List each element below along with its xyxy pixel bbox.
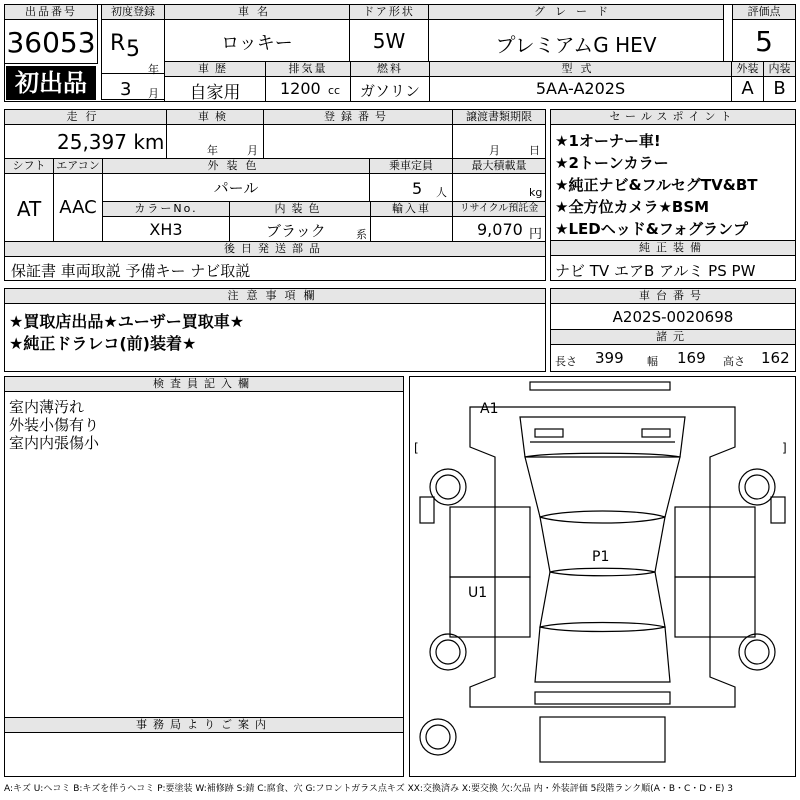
first-time-badge-text: 初出品 — [15, 69, 87, 97]
car-outline-diagram — [410, 377, 795, 776]
door: 5W — [372, 29, 406, 53]
exterior-label: 外装 — [732, 62, 763, 77]
transfer-label: 譲渡書類期限 — [453, 110, 545, 125]
color-no-cell — [102, 201, 230, 242]
inspection-year-unit: 年 — [207, 144, 218, 157]
first-time-badge — [6, 66, 96, 100]
sales-point: ★LEDヘッド&フォグランプ — [555, 220, 749, 238]
legend: A:キズ U:ヘコミ B:キズを伴うヘコミ P:要塗装 W:補修跡 S:錆 C:腐食、穴 G:フロントガラス点キズ XX:交換済み X:要交換 欠:欠品 内・外装評価 5段階ランク順(A・B・C・D・E) 3 — [4, 784, 734, 794]
lot-number-cell — [4, 4, 98, 64]
bracket-right: ] — [782, 441, 787, 455]
sales-point: ★2トーンカラー — [555, 154, 669, 172]
width-label: 幅 — [647, 355, 658, 368]
inspector-cell — [4, 376, 404, 718]
aircon-cell — [53, 158, 103, 242]
length: 399 — [595, 349, 624, 367]
aircon-label: エアコン — [54, 159, 102, 174]
shift-label: シフト — [5, 159, 53, 174]
inspection-month-unit: 月 — [247, 144, 258, 157]
sales-point: ★1オーナー車! — [555, 132, 661, 150]
sales-point: ★純正ナビ&フルセグTV&BT — [555, 176, 758, 194]
model-label: 型式 — [430, 62, 731, 77]
import-cell — [370, 201, 453, 242]
history-cell — [164, 61, 266, 102]
exterior-grade-cell — [731, 61, 764, 102]
mileage-cell — [4, 109, 167, 159]
month-unit: 月 — [148, 87, 159, 100]
month-num: 3 — [120, 79, 132, 100]
office-label: 事務局よりご案内 — [5, 718, 403, 733]
int-color-unit: 系 — [356, 228, 367, 241]
width: 169 — [677, 349, 706, 367]
import-label: 輸入車 — [371, 202, 452, 217]
interior-grade: B — [773, 78, 786, 99]
grade: プレミアムG HEV — [495, 33, 657, 57]
displacement: 1200 — [280, 79, 321, 98]
mileage: 25,397 km — [57, 130, 165, 154]
damage-mark-u1: U1 — [468, 585, 488, 601]
displacement-cell — [265, 61, 351, 102]
lot-number-label: 出品番号 — [5, 5, 97, 20]
chassis-number: A202S-0020698 — [612, 308, 734, 326]
ext-color-label: 外装色 — [103, 159, 369, 174]
year-unit: 年 — [148, 63, 159, 76]
recycle: 9,070 — [477, 220, 523, 239]
model-cell — [429, 61, 732, 102]
sales-points-label: セールスポイント — [551, 110, 795, 125]
notes-cell — [4, 288, 546, 372]
color-no-label: カラーNo. — [103, 202, 229, 217]
car-name-cell — [164, 4, 350, 62]
history-label: 車歴 — [165, 62, 265, 77]
office-cell — [4, 717, 404, 777]
capacity-label: 乗車定員 — [370, 159, 452, 174]
ext-color-cell — [102, 158, 370, 202]
equipment-label: 純正装備 — [551, 241, 795, 256]
height-label: 高さ — [723, 355, 745, 368]
notes-label: 注意事項欄 — [5, 289, 545, 304]
inspector-line: 室内内張傷小 — [9, 434, 100, 452]
max-load-unit: kg — [529, 186, 543, 199]
damage-mark-a1: A1 — [480, 401, 499, 417]
car-name-label: 車名 — [165, 5, 349, 20]
first-reg-label: 初度登録 — [102, 5, 164, 20]
equipment-items: ナビ TV エアB アルミ PS PW — [555, 262, 756, 280]
damage-mark-p1: P1 — [592, 549, 610, 565]
fuel-cell — [350, 61, 430, 102]
history: 自家用 — [189, 83, 241, 103]
max-load-cell — [452, 158, 546, 202]
interior-label: 内装 — [764, 62, 795, 77]
inspector-line: 室内薄汚れ — [9, 398, 85, 416]
sales-point: ★全方位カメラ★BSM — [555, 198, 710, 216]
inspection-label: 車検 — [167, 110, 263, 125]
interior-grade-cell — [763, 61, 796, 102]
inspector-label: 検査員記入欄 — [5, 377, 403, 392]
chassis-label: 車台番号 — [551, 289, 795, 304]
notes-line: ★純正ドラレコ(前)装着★ — [9, 334, 197, 353]
score-cell — [732, 4, 796, 62]
notes-line: ★買取店出品★ユーザー買取車★ — [9, 312, 245, 331]
reg-no-cell — [263, 109, 453, 159]
fuel-label: 燃料 — [351, 62, 429, 77]
int-color-label: 内装色 — [230, 202, 370, 217]
car-name: ロッキー — [221, 33, 293, 54]
aircon: AAC — [59, 197, 97, 218]
inspector-line: 外装小傷有り — [9, 416, 100, 434]
length-label: 長さ — [555, 355, 577, 368]
model: 5AA-A202S — [535, 79, 626, 98]
grade-label: グレード — [429, 5, 723, 20]
transfer-month-unit: 月 — [489, 144, 500, 157]
capacity: 5 — [412, 179, 423, 198]
door-label: ドア形状 — [350, 5, 428, 20]
fuel: ガソリン — [359, 82, 420, 100]
transfer-day-unit: 日 — [529, 144, 540, 157]
bracket-left: [ — [414, 441, 419, 455]
int-color-cell — [229, 201, 371, 242]
lot-number: 36053 — [6, 26, 96, 59]
transfer-cell — [452, 109, 546, 159]
door-cell — [349, 4, 429, 62]
score: 5 — [755, 25, 773, 58]
capacity-unit: 人 — [436, 186, 447, 199]
recycle-unit: 円 — [529, 227, 543, 242]
shift: AT — [16, 197, 42, 221]
int-color: ブラック — [266, 222, 326, 240]
recycle-cell — [452, 201, 546, 242]
ext-color: パール — [213, 179, 259, 197]
shift-cell — [4, 158, 54, 242]
dims-label: 諸元 — [551, 330, 795, 345]
displacement-label: 排気量 — [266, 62, 350, 77]
equipment-cell — [550, 240, 796, 281]
height: 162 — [761, 349, 790, 367]
inspection-cell — [166, 109, 264, 159]
color-no: XH3 — [149, 220, 183, 239]
displacement-unit: cc — [328, 84, 341, 97]
car-diagram — [409, 376, 796, 777]
exterior-grade: A — [741, 78, 754, 99]
recycle-label: リサイクル預託金 — [453, 202, 545, 217]
mileage-label: 走行 — [5, 110, 166, 125]
dims-cell — [550, 329, 796, 372]
sales-points-cell — [550, 109, 796, 241]
reg-no-label: 登録番号 — [264, 110, 452, 125]
max-load-label: 最大積載量 — [453, 159, 545, 174]
year-num: 5 — [126, 37, 140, 62]
later-parts: 保証書 車両取説 予備キー ナビ取説 — [11, 262, 251, 280]
era: R — [110, 31, 126, 56]
capacity-cell — [369, 158, 453, 202]
score-label: 評価点 — [733, 5, 795, 20]
chassis-cell — [550, 288, 796, 330]
first-reg-cell — [101, 4, 165, 100]
grade-cell — [428, 4, 724, 62]
later-parts-label: 後日発送部品 — [5, 242, 545, 257]
later-parts-cell — [4, 241, 546, 281]
